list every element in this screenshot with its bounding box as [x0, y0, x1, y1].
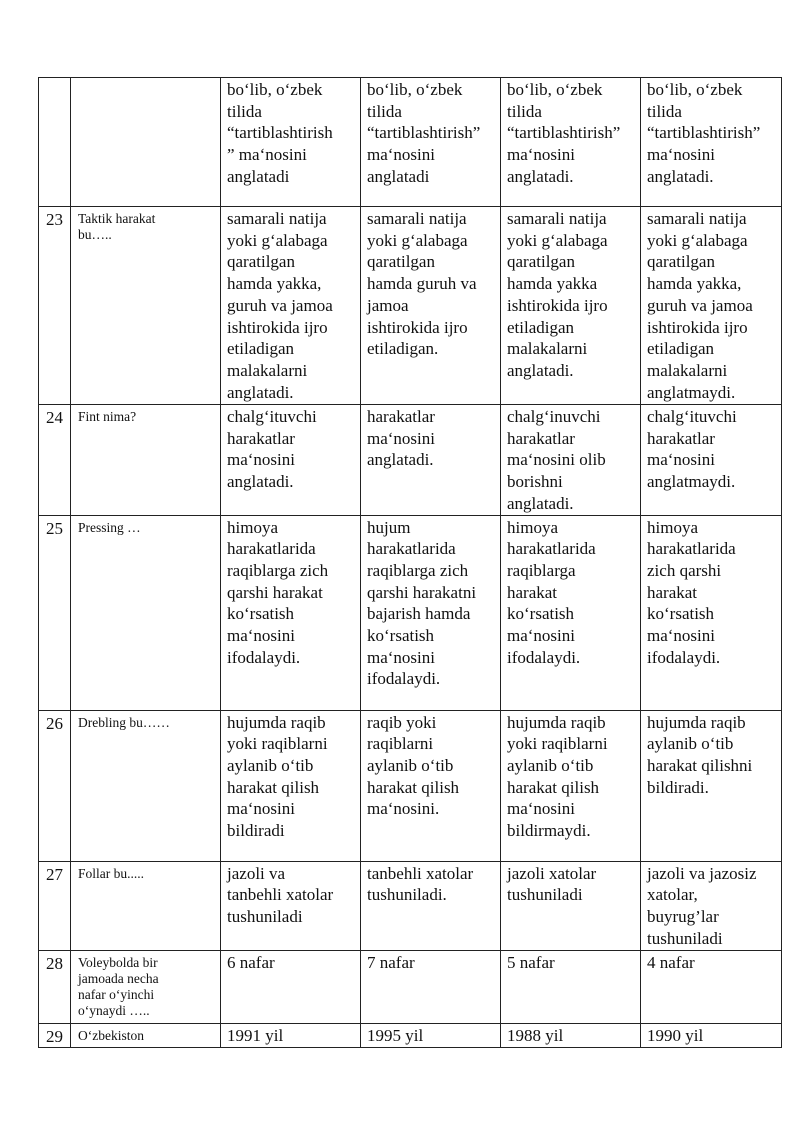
- question-label: Drebling bu……: [78, 714, 170, 730]
- answer-text: hujum harakatlarida raqiblarga zich qarshi harakatni bajarish hamda ko‘rsatish ma‘nosini ifodalaydi.: [367, 517, 477, 689]
- question-label: Fint nima?: [78, 409, 137, 424]
- answer-text: chalg‘inuvchi harakatlar ma‘nosini olib borishni anglatadi.: [507, 407, 606, 513]
- answer-text: hujumda raqib yoki raqiblarni aylanib o‘tib harakat qilish ma‘nosini bildirmaydi.: [507, 712, 608, 841]
- question-text: [71, 950, 221, 1023]
- answer-text: bo‘lib, o‘zbek tilida “tartiblashtirish” ma‘nosini anglatadi.: [647, 80, 761, 186]
- answer-option-a: [221, 515, 361, 710]
- answer-text: samarali natija yoki g‘alabaga qaratilgan hamda yakka ishtirokida ijro etiladigan malakalarni anglatadi.: [507, 209, 608, 380]
- table-row: [39, 950, 782, 1023]
- question-label: Pressing …: [78, 519, 141, 535]
- answer-text: bo‘lib, o‘zbek tilida “tartiblashtirish” ma‘nosini anglatadi.: [507, 80, 621, 186]
- answer-text: 1988 yil: [507, 1025, 564, 1045]
- answer-text: bo‘lib, o‘zbek tilida “tartiblashtirish” ma‘nosini anglatadi: [367, 80, 481, 186]
- answer-option-b: [361, 405, 501, 516]
- answer-option-b: [361, 515, 501, 710]
- answer-option-d: [641, 1023, 782, 1048]
- question-text: [71, 78, 221, 207]
- question-text: [71, 515, 221, 710]
- answer-option-c: [501, 1023, 641, 1048]
- answer-option-d: [641, 950, 782, 1023]
- answer-option-b: [361, 1023, 501, 1048]
- question-text: [71, 405, 221, 516]
- answer-option-c: [501, 710, 641, 861]
- answer-option-c: [501, 207, 641, 405]
- question-text: [71, 1023, 221, 1048]
- question-number: 26: [39, 710, 71, 861]
- question-text: [71, 207, 221, 405]
- answer-text: samarali natija yoki g‘alabaga qaratilgan hamda guruh va jamoa ishtirokida ijro etiladigan.: [367, 209, 477, 359]
- question-number: 23: [39, 207, 71, 405]
- question-label: O‘zbekiston: [78, 1027, 144, 1043]
- answer-option-c: [501, 950, 641, 1023]
- answer-text: chalg‘ituvchi harakatlar ma‘nosini anglatmaydi.: [647, 407, 737, 492]
- question-number: 24: [39, 405, 71, 516]
- answer-option-b: [361, 950, 501, 1023]
- quiz-table-body: [39, 78, 782, 1048]
- table-row: [39, 710, 782, 861]
- answer-text: hujumda raqib aylanib o‘tib harakat qilishni bildiradi.: [647, 712, 753, 797]
- answer-text: himoya harakatlarida zich qarshi harakat ko‘rsatish ma‘nosini ifodalaydi.: [647, 517, 736, 667]
- table-row: [39, 405, 782, 516]
- answer-option-b: [361, 710, 501, 861]
- answer-text: 1990 yil: [647, 1025, 704, 1045]
- quiz-table: [38, 77, 782, 1048]
- answer-option-b: [361, 207, 501, 405]
- answer-option-c: [501, 861, 641, 950]
- answer-text: chalg‘ituvchi harakatlar ma‘nosini anglatadi.: [227, 407, 317, 492]
- answer-option-a: [221, 78, 361, 207]
- answer-option-c: [501, 515, 641, 710]
- answer-text: 7 nafar: [367, 952, 415, 972]
- question-text: [71, 710, 221, 861]
- answer-option-b: [361, 78, 501, 207]
- question-text: [71, 861, 221, 950]
- question-label: Taktik harakat bu…..: [78, 211, 156, 242]
- question-number: 27: [39, 861, 71, 950]
- table-row: [39, 207, 782, 405]
- answer-text: jazoli va tanbehli xatolar tushuniladi: [227, 863, 334, 926]
- question-number: 28: [39, 950, 71, 1023]
- question-number: 25: [39, 515, 71, 710]
- answer-option-d: [641, 207, 782, 405]
- table-row: [39, 861, 782, 950]
- answer-option-a: [221, 405, 361, 516]
- answer-text: himoya harakatlarida raqiblarga harakat ko‘rsatish ma‘nosini ifodalaydi.: [507, 517, 596, 667]
- answer-option-c: [501, 78, 641, 207]
- answer-text: hujumda raqib yoki raqiblarni aylanib o‘tib harakat qilish ma‘nosini bildiradi: [227, 712, 328, 841]
- answer-option-d: [641, 515, 782, 710]
- table-row: [39, 515, 782, 710]
- answer-text: 1991 yil: [227, 1025, 284, 1045]
- answer-option-b: [361, 861, 501, 950]
- answer-text: himoya harakatlarida raqiblarga zich qarshi harakat ko‘rsatish ma‘nosini ifodalaydi.: [227, 517, 329, 667]
- answer-text: 6 nafar: [227, 952, 275, 972]
- table-row: [39, 78, 782, 207]
- answer-text: 4 nafar: [647, 952, 695, 972]
- question-number: 29: [39, 1023, 71, 1048]
- table-row: [39, 1023, 782, 1048]
- answer-option-d: [641, 405, 782, 516]
- answer-text: harakatlar ma‘nosini anglatadi.: [367, 407, 435, 470]
- answer-option-d: [641, 710, 782, 861]
- answer-option-a: [221, 207, 361, 405]
- answer-option-a: [221, 950, 361, 1023]
- answer-text: jazoli va jazosiz xatolar, buyrug’lar tushuniladi: [647, 863, 757, 948]
- question-label: Voleybolda bir jamoada necha nafar o‘yinchi o‘ynaydi …..: [78, 954, 159, 1018]
- answer-option-a: [221, 861, 361, 950]
- answer-text: samarali natija yoki g‘alabaga qaratilgan hamda yakka, guruh va jamoa ishtirokida ijro etiladigan malakalarni anglatmaydi.: [647, 209, 753, 402]
- answer-text: 5 nafar: [507, 952, 555, 972]
- answer-text: jazoli xatolar tushuniladi: [507, 863, 597, 905]
- answer-option-c: [501, 405, 641, 516]
- answer-text: tanbehli xatolar tushuniladi.: [367, 863, 474, 905]
- answer-text: 1995 yil: [367, 1025, 424, 1045]
- answer-text: raqib yoki raqiblarni aylanib o‘tib harakat qilish ma‘nosini.: [367, 712, 460, 819]
- answer-option-d: [641, 861, 782, 950]
- question-label: Follar bu.....: [78, 865, 144, 881]
- question-number: [39, 78, 71, 207]
- answer-option-a: [221, 1023, 361, 1048]
- answer-option-d: [641, 78, 782, 207]
- answer-text: samarali natija yoki g‘alabaga qaratilgan hamda yakka, guruh va jamoa ishtirokida ijro etiladigan malakalarni anglatadi.: [227, 209, 333, 402]
- answer-text: bo‘lib, o‘zbek tilida “tartiblashtirish ” ma‘nosini anglatadi: [227, 80, 333, 186]
- answer-option-a: [221, 710, 361, 861]
